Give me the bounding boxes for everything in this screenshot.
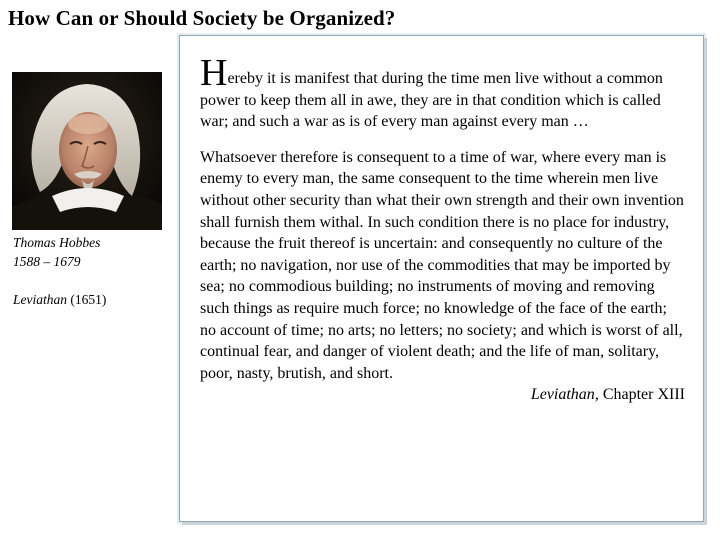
- portrait-image: [12, 72, 162, 230]
- quote-paragraph-1: [200, 52, 685, 133]
- quote-paragraph-2: Whatsoever therefore is consequent to a time of war, where every man is enemy to every man, the same consequent to the time wherein men live without other security than what their own strength and their own invention shall furnish them withal. In such condition there is no place for industry, because the fruit thereof is uncertain: and consequently no culture of the earth; no navigation, nor use of the commodities that may be imported by sea; no commodious building; no instruments of moving and removing such things as require much force; no knowledge of the face of the earth; no account of time; no arts; no letters; no society; and which is worst of all, continual fear, and danger of violent death; and the life of man, solitary, poor, nasty, brutish, and short.: [200, 148, 684, 382]
- work-reference: [13, 290, 106, 309]
- quote-paragraph-1-text: ereby it is manifest that during the time men live without a common power to keep them all in awe, they are in that condition which is called war; and such a war as is of every man against every man …: [200, 70, 663, 131]
- portrait-caption: [13, 233, 106, 309]
- citation: [200, 384, 685, 406]
- work-year: (1651): [70, 292, 107, 307]
- quote-box: [179, 35, 704, 522]
- citation-work: Leviathan: [530, 386, 595, 404]
- quote-text: [200, 52, 685, 406]
- author-dates: 1588 – 1679: [13, 254, 81, 269]
- hobbes-portrait-illustration: [12, 72, 162, 230]
- drop-cap: H: [200, 52, 228, 94]
- work-title: Leviathan: [13, 292, 67, 307]
- author-name: Thomas Hobbes: [13, 235, 101, 250]
- citation-chapter: , Chapter XIII: [594, 386, 685, 404]
- slide-title: How Can or Should Society be Organized?: [8, 6, 396, 30]
